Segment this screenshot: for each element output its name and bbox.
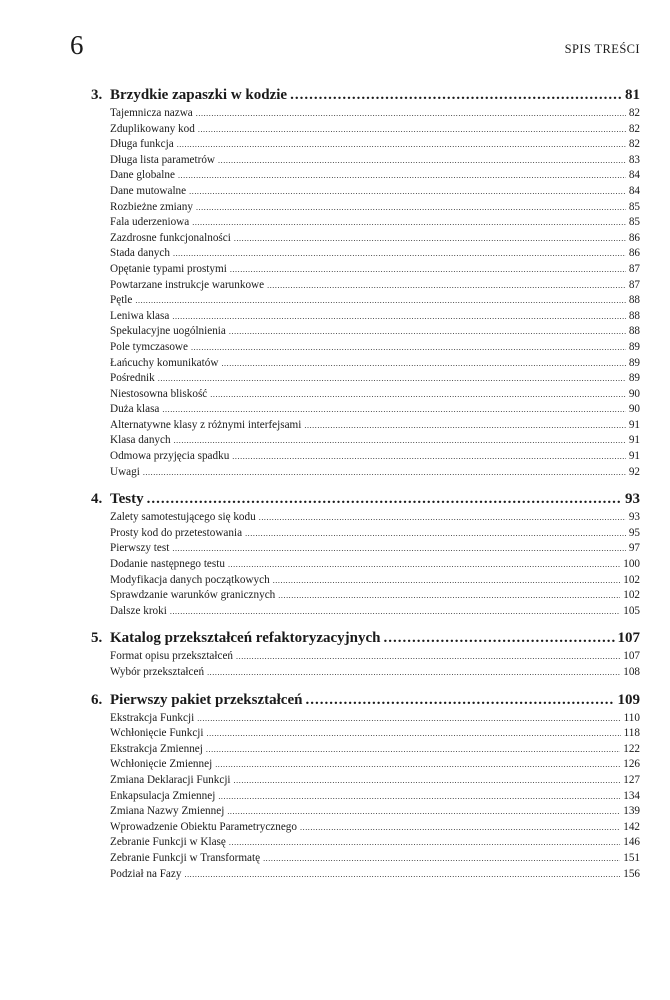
dot-leader	[232, 449, 626, 465]
dot-leader	[206, 742, 620, 758]
dot-leader	[218, 789, 620, 805]
section-page-number: 87	[628, 278, 640, 291]
section-title: Duża klasa	[110, 403, 160, 416]
dot-leader	[384, 627, 615, 649]
dot-leader	[184, 867, 620, 883]
chapter-number: 4.	[91, 491, 103, 508]
dot-leader	[196, 106, 626, 122]
section-page-number: 84	[628, 184, 640, 197]
section-page-number: 126	[623, 758, 640, 771]
section-title: Stada danych	[110, 247, 170, 260]
chapter-number: 3.	[91, 87, 103, 103]
section-title: Tajemnicza nazwa	[110, 107, 193, 119]
dot-leader	[267, 278, 626, 294]
section-page-number: 90	[628, 403, 640, 416]
dot-leader	[278, 588, 620, 604]
section-page-number: 85	[628, 216, 640, 229]
dot-leader	[172, 309, 625, 325]
section-page-number: 86	[628, 231, 640, 244]
toc-section-entry	[110, 541, 640, 557]
section-title: Zmiana Deklaracji Funkcji	[110, 773, 231, 786]
toc-section-entry	[110, 418, 640, 434]
toc-chapter	[91, 488, 640, 619]
toc-section-entry	[110, 510, 640, 526]
toc-section-entry	[110, 153, 640, 169]
dot-leader	[300, 820, 620, 836]
chapter-number: 5.	[91, 630, 103, 647]
dot-leader	[147, 488, 622, 510]
section-list	[110, 649, 640, 680]
toc-section-entry	[110, 137, 640, 153]
section-page-number: 97	[628, 542, 640, 555]
dot-leader	[229, 835, 620, 851]
section-title: Pole tymczasowe	[110, 340, 188, 353]
section-page-number: 82	[628, 107, 640, 119]
chapter-title: Pierwszy pakiet przekształceń	[110, 691, 303, 708]
toc-section-entry	[110, 449, 640, 465]
toc-section-entry	[110, 231, 640, 247]
chapter-title: Brzydkie zapaszki w kodzie	[110, 87, 288, 103]
section-title: Spekulacyjne uogólnienia	[110, 325, 226, 338]
section-page-number: 91	[628, 418, 640, 431]
toc-section-entry	[110, 402, 640, 418]
dot-leader	[227, 804, 620, 820]
section-title: Pierwszy test	[110, 542, 170, 555]
dot-leader	[234, 773, 621, 789]
toc-section-entry	[110, 867, 640, 883]
section-page-number: 110	[623, 711, 640, 724]
toc-section-entry	[110, 711, 640, 727]
toc-chapter	[91, 84, 640, 480]
toc-section-entry	[110, 465, 640, 481]
chapter-heading	[91, 627, 640, 649]
dot-leader	[192, 215, 626, 231]
section-title: Alternatywne klasy z różnymi interfejsami	[110, 418, 302, 431]
section-title: Sprawdzanie warunków granicznych	[110, 589, 276, 602]
section-title: Dalsze kroki	[110, 604, 167, 617]
section-title: Dodanie następnego testu	[110, 558, 225, 571]
section-page-number: 127	[623, 773, 640, 786]
dot-leader	[234, 231, 626, 247]
section-page-number: 118	[623, 727, 640, 740]
section-title: Wchłonięcie Zmiennej	[110, 758, 213, 771]
section-title: Długa lista parametrów	[110, 153, 216, 166]
toc-section-entry	[110, 246, 640, 262]
section-page-number: 139	[623, 805, 640, 818]
section-title: Wprowadzenie Obiektu Parametrycznego	[110, 820, 297, 833]
section-title: Enkapsulacja Zmiennej	[110, 789, 216, 802]
section-page-number: 95	[628, 526, 640, 539]
chapter-page-number: 109	[617, 691, 640, 708]
section-title: Podział na Fazy	[110, 867, 182, 880]
section-page-number: 146	[623, 836, 640, 849]
dot-leader	[162, 402, 625, 418]
section-page-number: 84	[628, 169, 640, 182]
section-page-number: 134	[623, 789, 640, 802]
dot-leader	[229, 324, 626, 340]
toc-section-entry	[110, 433, 640, 449]
section-list	[110, 106, 640, 480]
dot-leader	[178, 168, 626, 184]
section-title: Pętle	[110, 294, 133, 307]
section-page-number: 142	[623, 820, 640, 833]
section-title: Długa funkcja	[110, 138, 174, 151]
section-page-number: 108	[623, 666, 640, 678]
dot-leader	[230, 262, 626, 278]
chapter-heading	[91, 488, 640, 510]
section-title: Rozbieżne zmiany	[110, 200, 193, 213]
section-page-number: 122	[623, 742, 640, 755]
section-page-number: 88	[628, 325, 640, 338]
toc-section-entry	[110, 122, 640, 138]
section-title: Dane globalne	[110, 169, 175, 182]
table-of-contents	[91, 84, 640, 890]
section-title: Dane mutowalne	[110, 184, 187, 197]
toc-chapter	[91, 689, 640, 883]
toc-section-entry	[110, 387, 640, 403]
section-page-number: 87	[628, 262, 640, 275]
page-number: 6	[70, 30, 84, 60]
dot-leader	[191, 340, 626, 356]
section-page-number: 82	[628, 122, 640, 135]
section-title: Zebranie Funkcji w Klasę	[110, 836, 226, 849]
section-title: Zebranie Funkcji w Transformatę	[110, 851, 261, 864]
section-page-number: 105	[623, 604, 640, 617]
section-title: Prosty kod do przetestowania	[110, 526, 243, 539]
section-list	[110, 510, 640, 619]
toc-section-entry	[110, 215, 640, 231]
toc-section-entry	[110, 340, 640, 356]
toc-section-entry	[110, 200, 640, 216]
section-page-number: 90	[628, 387, 640, 400]
dot-leader	[172, 541, 625, 557]
toc-section-entry	[110, 726, 640, 742]
dot-leader	[263, 851, 620, 867]
toc-section-entry	[110, 262, 640, 278]
section-title: Klasa danych	[110, 434, 171, 447]
dot-leader	[215, 757, 620, 773]
dot-leader	[207, 665, 620, 681]
section-title: Leniwa klasa	[110, 309, 170, 322]
toc-section-entry	[110, 168, 640, 184]
dot-leader	[158, 371, 626, 387]
toc-section-entry	[110, 278, 640, 294]
dot-leader	[135, 293, 625, 309]
section-page-number: 92	[628, 465, 640, 478]
dot-leader	[143, 465, 626, 481]
section-page-number: 151	[623, 851, 640, 864]
toc-section-entry	[110, 557, 640, 573]
section-page-number: 89	[628, 356, 640, 369]
dot-leader	[170, 604, 620, 620]
section-page-number: 102	[623, 589, 640, 602]
section-title: Format opisu przekształceń	[110, 650, 234, 663]
dot-leader	[189, 184, 626, 200]
chapter-page-number: 81	[625, 87, 640, 103]
chapter-heading	[91, 84, 640, 106]
dot-leader	[207, 726, 621, 742]
section-page-number: 85	[628, 200, 640, 213]
toc-section-entry	[110, 356, 640, 372]
section-page-number: 93	[628, 511, 640, 524]
toc-section-entry	[110, 835, 640, 851]
toc-section-entry	[110, 789, 640, 805]
section-page-number: 91	[628, 434, 640, 447]
dot-leader	[196, 200, 626, 216]
toc-section-entry	[110, 526, 640, 542]
section-page-number: 102	[623, 573, 640, 586]
toc-section-entry	[110, 106, 640, 122]
section-page-number: 88	[628, 294, 640, 307]
section-title: Powtarzane instrukcje warunkowe	[110, 278, 265, 291]
toc-section-entry	[110, 588, 640, 604]
toc-section-entry	[110, 851, 640, 867]
chapter-number: 6.	[91, 691, 103, 708]
chapter-title: Katalog przekształceń refaktoryzacyjnych	[110, 630, 381, 647]
dot-leader	[198, 122, 626, 138]
section-title: Odmowa przyjęcia spadku	[110, 450, 230, 463]
running-head: SPIS TREŚCI	[564, 42, 640, 56]
section-title: Zmiana Nazwy Zmiennej	[110, 805, 225, 818]
section-title: Wchłonięcie Funkcji	[110, 727, 204, 740]
section-page-number: 89	[628, 372, 640, 385]
dot-leader	[236, 649, 620, 665]
toc-section-entry	[110, 773, 640, 789]
section-title: Zazdrosne funkcjonalności	[110, 231, 231, 244]
section-title: Opętanie typami prostymi	[110, 262, 227, 275]
section-page-number: 83	[628, 153, 640, 166]
section-page-number: 89	[628, 340, 640, 353]
toc-section-entry	[110, 820, 640, 836]
toc-section-entry	[110, 309, 640, 325]
dot-leader	[228, 557, 620, 573]
toc-section-entry	[110, 604, 640, 620]
section-page-number: 91	[628, 450, 640, 463]
toc-chapter	[91, 627, 640, 680]
section-list	[110, 711, 640, 883]
dot-leader	[305, 689, 614, 711]
section-title: Zalety samotestującego się kodu	[110, 511, 256, 524]
section-page-number: 82	[628, 138, 640, 151]
section-page-number: 100	[623, 558, 640, 571]
chapter-heading	[91, 689, 640, 711]
dot-leader	[221, 356, 625, 372]
chapter-page-number: 107	[617, 630, 640, 647]
dot-leader	[304, 418, 625, 434]
toc-section-entry	[110, 665, 640, 681]
dot-leader	[197, 711, 620, 727]
section-title: Uwagi	[110, 465, 140, 478]
section-page-number: 86	[628, 247, 640, 260]
chapter-page-number: 93	[625, 491, 640, 508]
dot-leader	[259, 510, 626, 526]
dot-leader	[245, 526, 626, 542]
section-title: Ekstrakcja Zmiennej	[110, 742, 203, 755]
chapter-title: Testy	[110, 491, 144, 508]
section-title: Ekstrakcja Funkcji	[110, 711, 195, 724]
dot-leader	[218, 153, 626, 169]
toc-section-entry	[110, 804, 640, 820]
section-title: Zduplikowany kod	[110, 122, 195, 135]
toc-section-entry	[110, 573, 640, 589]
dot-leader	[273, 573, 621, 589]
section-title: Wybór przekształceń	[110, 666, 205, 678]
section-page-number: 88	[628, 309, 640, 322]
toc-section-entry	[110, 742, 640, 758]
toc-section-entry	[110, 757, 640, 773]
dot-leader	[210, 387, 626, 403]
toc-section-entry	[110, 371, 640, 387]
section-page-number: 156	[623, 867, 640, 880]
section-page-number: 107	[623, 650, 640, 663]
dot-leader	[290, 84, 622, 106]
toc-section-entry	[110, 184, 640, 200]
section-title: Łańcuchy komunikatów	[110, 356, 219, 369]
section-title: Niestosowna bliskość	[110, 387, 208, 400]
toc-section-entry	[110, 649, 640, 665]
dot-leader	[173, 246, 626, 262]
toc-section-entry	[110, 293, 640, 309]
toc-section-entry	[110, 324, 640, 340]
section-title: Fala uderzeniowa	[110, 216, 190, 229]
section-title: Modyfikacja danych początkowych	[110, 573, 270, 586]
section-title: Pośrednik	[110, 372, 155, 385]
dot-leader	[174, 433, 626, 449]
dot-leader	[177, 137, 626, 153]
